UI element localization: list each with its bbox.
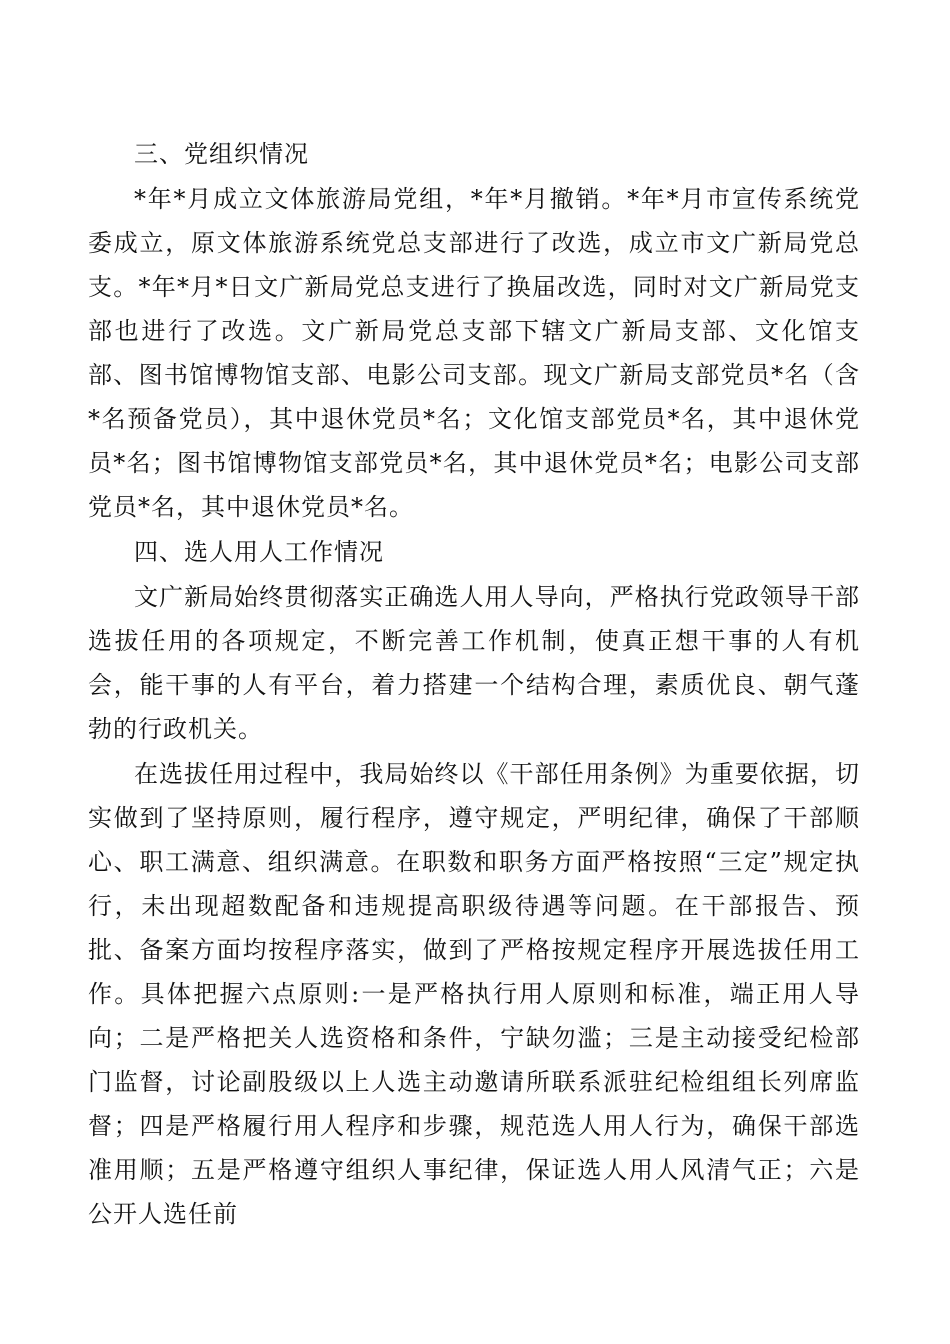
document-body (88, 132, 860, 1237)
section-heading-party-organization: 三、党组织情况 (134, 140, 309, 168)
paragraph-selection-process: 在选拔任用过程中，我局始终以《干部任用条例》为重要依据，切实做到了坚持原则，履行程序，遵守规定，严明纪律，确保了干部顺心、职工满意、组织满意。在职数和职务方面严格按照“三定”规定执行，未出现超数配备和违规提高职级待遇等问题。在干部报告、预批、备案方面均按程序落实，做到了严格按规定程序开展选拔任用工作。具体把握六点原则:一是严格执行用人原则和标准，端正用人导向；二是严格把关人选资格和条件，宁缺勿滥；三是主动接受纪检部门监督，讨论副股级以上人选主动邀请所联系派驻纪检组组长列席监督；四是严格履行用人程序和步骤，规范选人用人行为，确保干部选准用顺；五是严格遵守组织人事纪律，保证选人用人风清气正；六是公开人选任前 (88, 760, 860, 1228)
section-heading-personnel-selection: 四、选人用人工作情况 (134, 538, 384, 566)
paragraph-selection-orientation: 文广新局始终贯彻落实正确选人用人导向，严格执行党政领导干部选拔任用的各项规定，不断完善工作机制，使真正想干事的人有机会，能干事的人有平台，着力搭建一个结构合理，素质优良、朝气蓬勃的行政机关。 (88, 583, 860, 743)
paragraph-party-organization: *年*月成立文体旅游局党组，*年*月撤销。*年*月市宣传系统党委成立，原文体旅游系统党总支部进行了改选，成立市文广新局党总支。*年*月*日文广新局党总支进行了换届改选，同时对文广新局党支部也进行了改选。文广新局党总支部下辖文广新局支部、文化馆支部、图书馆博物馆支部、电影公司支部。现文广新局支部党员*名（含*名预备党员），其中退休党员*名；文化馆支部党员*名，其中退休党员*名；图书馆博物馆支部党员*名，其中退休党员*名；电影公司支部党员*名，其中退休党员*名。 (88, 185, 860, 521)
